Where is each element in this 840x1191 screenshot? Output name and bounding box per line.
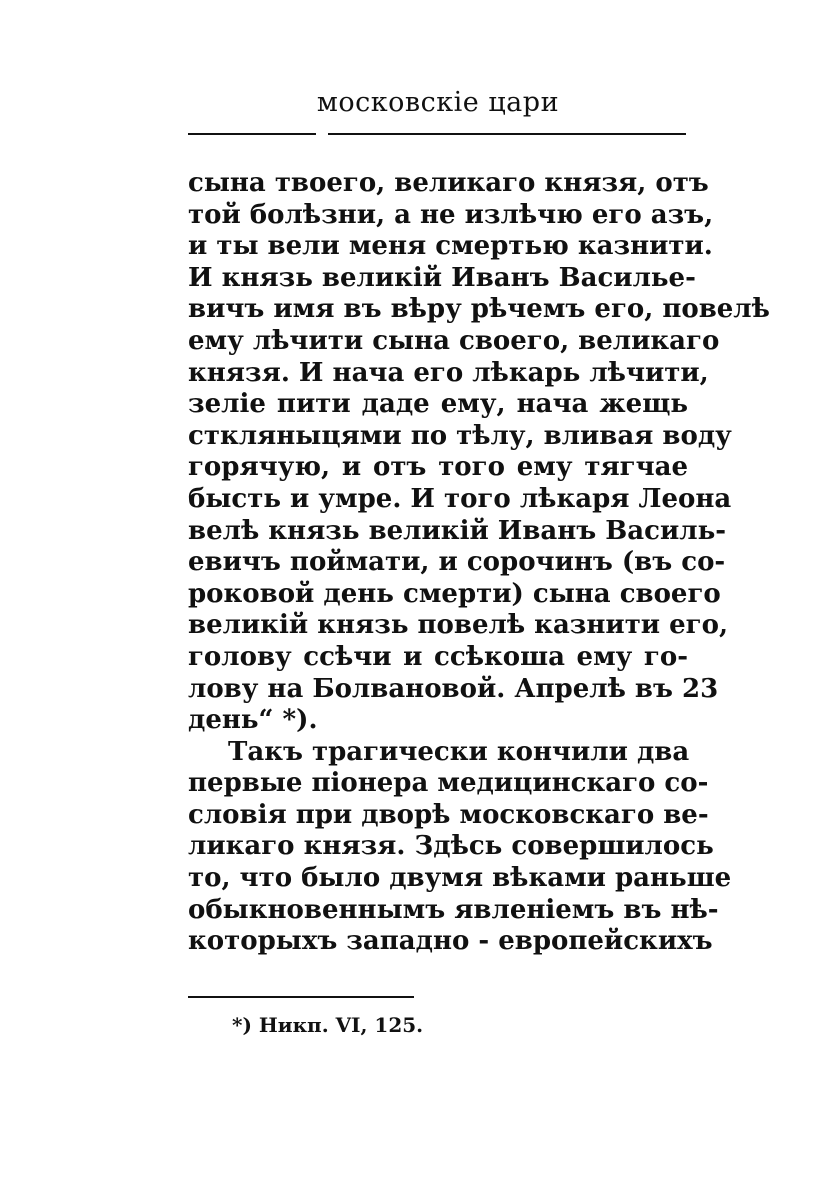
text-line: которыхъ западно - европейскихъ [188,926,713,957]
text-line: сткляныцями по тѣлу, вливая воду [188,420,732,451]
text-line: горячую, и отъ того ему тягчае [188,452,688,483]
running-head: московскіе цари [316,87,560,118]
text-line: словія при дворѣ московскаго ве- [188,799,709,830]
text-line: вичъ имя въ вѣру рѣчемъ его, повелѣ [188,294,770,325]
text-line: И князь великій Иванъ Василье- [188,262,696,293]
header-rule-left [188,133,316,135]
text-line: первые піонера медицинскаго со- [188,768,709,799]
text-line: обыкновеннымъ явленіемъ въ нѣ- [188,894,719,925]
text-line: князя. И нача его лѣкарь лѣчити, [188,357,709,388]
text-line: то, что было двумя вѣками раньше [188,863,732,894]
text-line: бысть и умре. И того лѣкаря Леона [188,483,732,514]
text-line: той болѣзни, а не излѣчю его азъ, [188,199,714,230]
text-line: и ты вели меня смертью казнити. [188,231,713,262]
body-text [188,168,770,958]
header-rule-right [328,133,686,135]
footnote-rule [188,996,414,998]
text-line: евичъ поймати, и сорочинъ (въ со- [188,547,726,578]
paragraph-start-line: Такъ трагически кончили два [228,736,690,767]
text-line: сына твоего, великаго князя, отъ [188,168,709,198]
text-line: ликаго князя. Здѣсь совершилось [188,831,714,862]
text-line: велѣ князь великій Иванъ Василь- [188,515,727,546]
text-line: лову на Болвановой. Апрелѣ въ 23 [188,673,719,704]
footnote: *) Никп. VI, 125. [232,1013,424,1037]
text-line: роковой день смерти) сына своего [188,578,721,609]
text-line: голову ссѣчи и ссѣкоша ему го- [188,641,688,672]
text-line: великій князь повелѣ казнити его, [188,610,729,641]
text-line: зеліе пити даде ему, нача жещь [188,389,688,420]
text-line: ему лѣчити сына своего, великаго [188,325,720,356]
text-line: день“ *). [188,705,318,736]
